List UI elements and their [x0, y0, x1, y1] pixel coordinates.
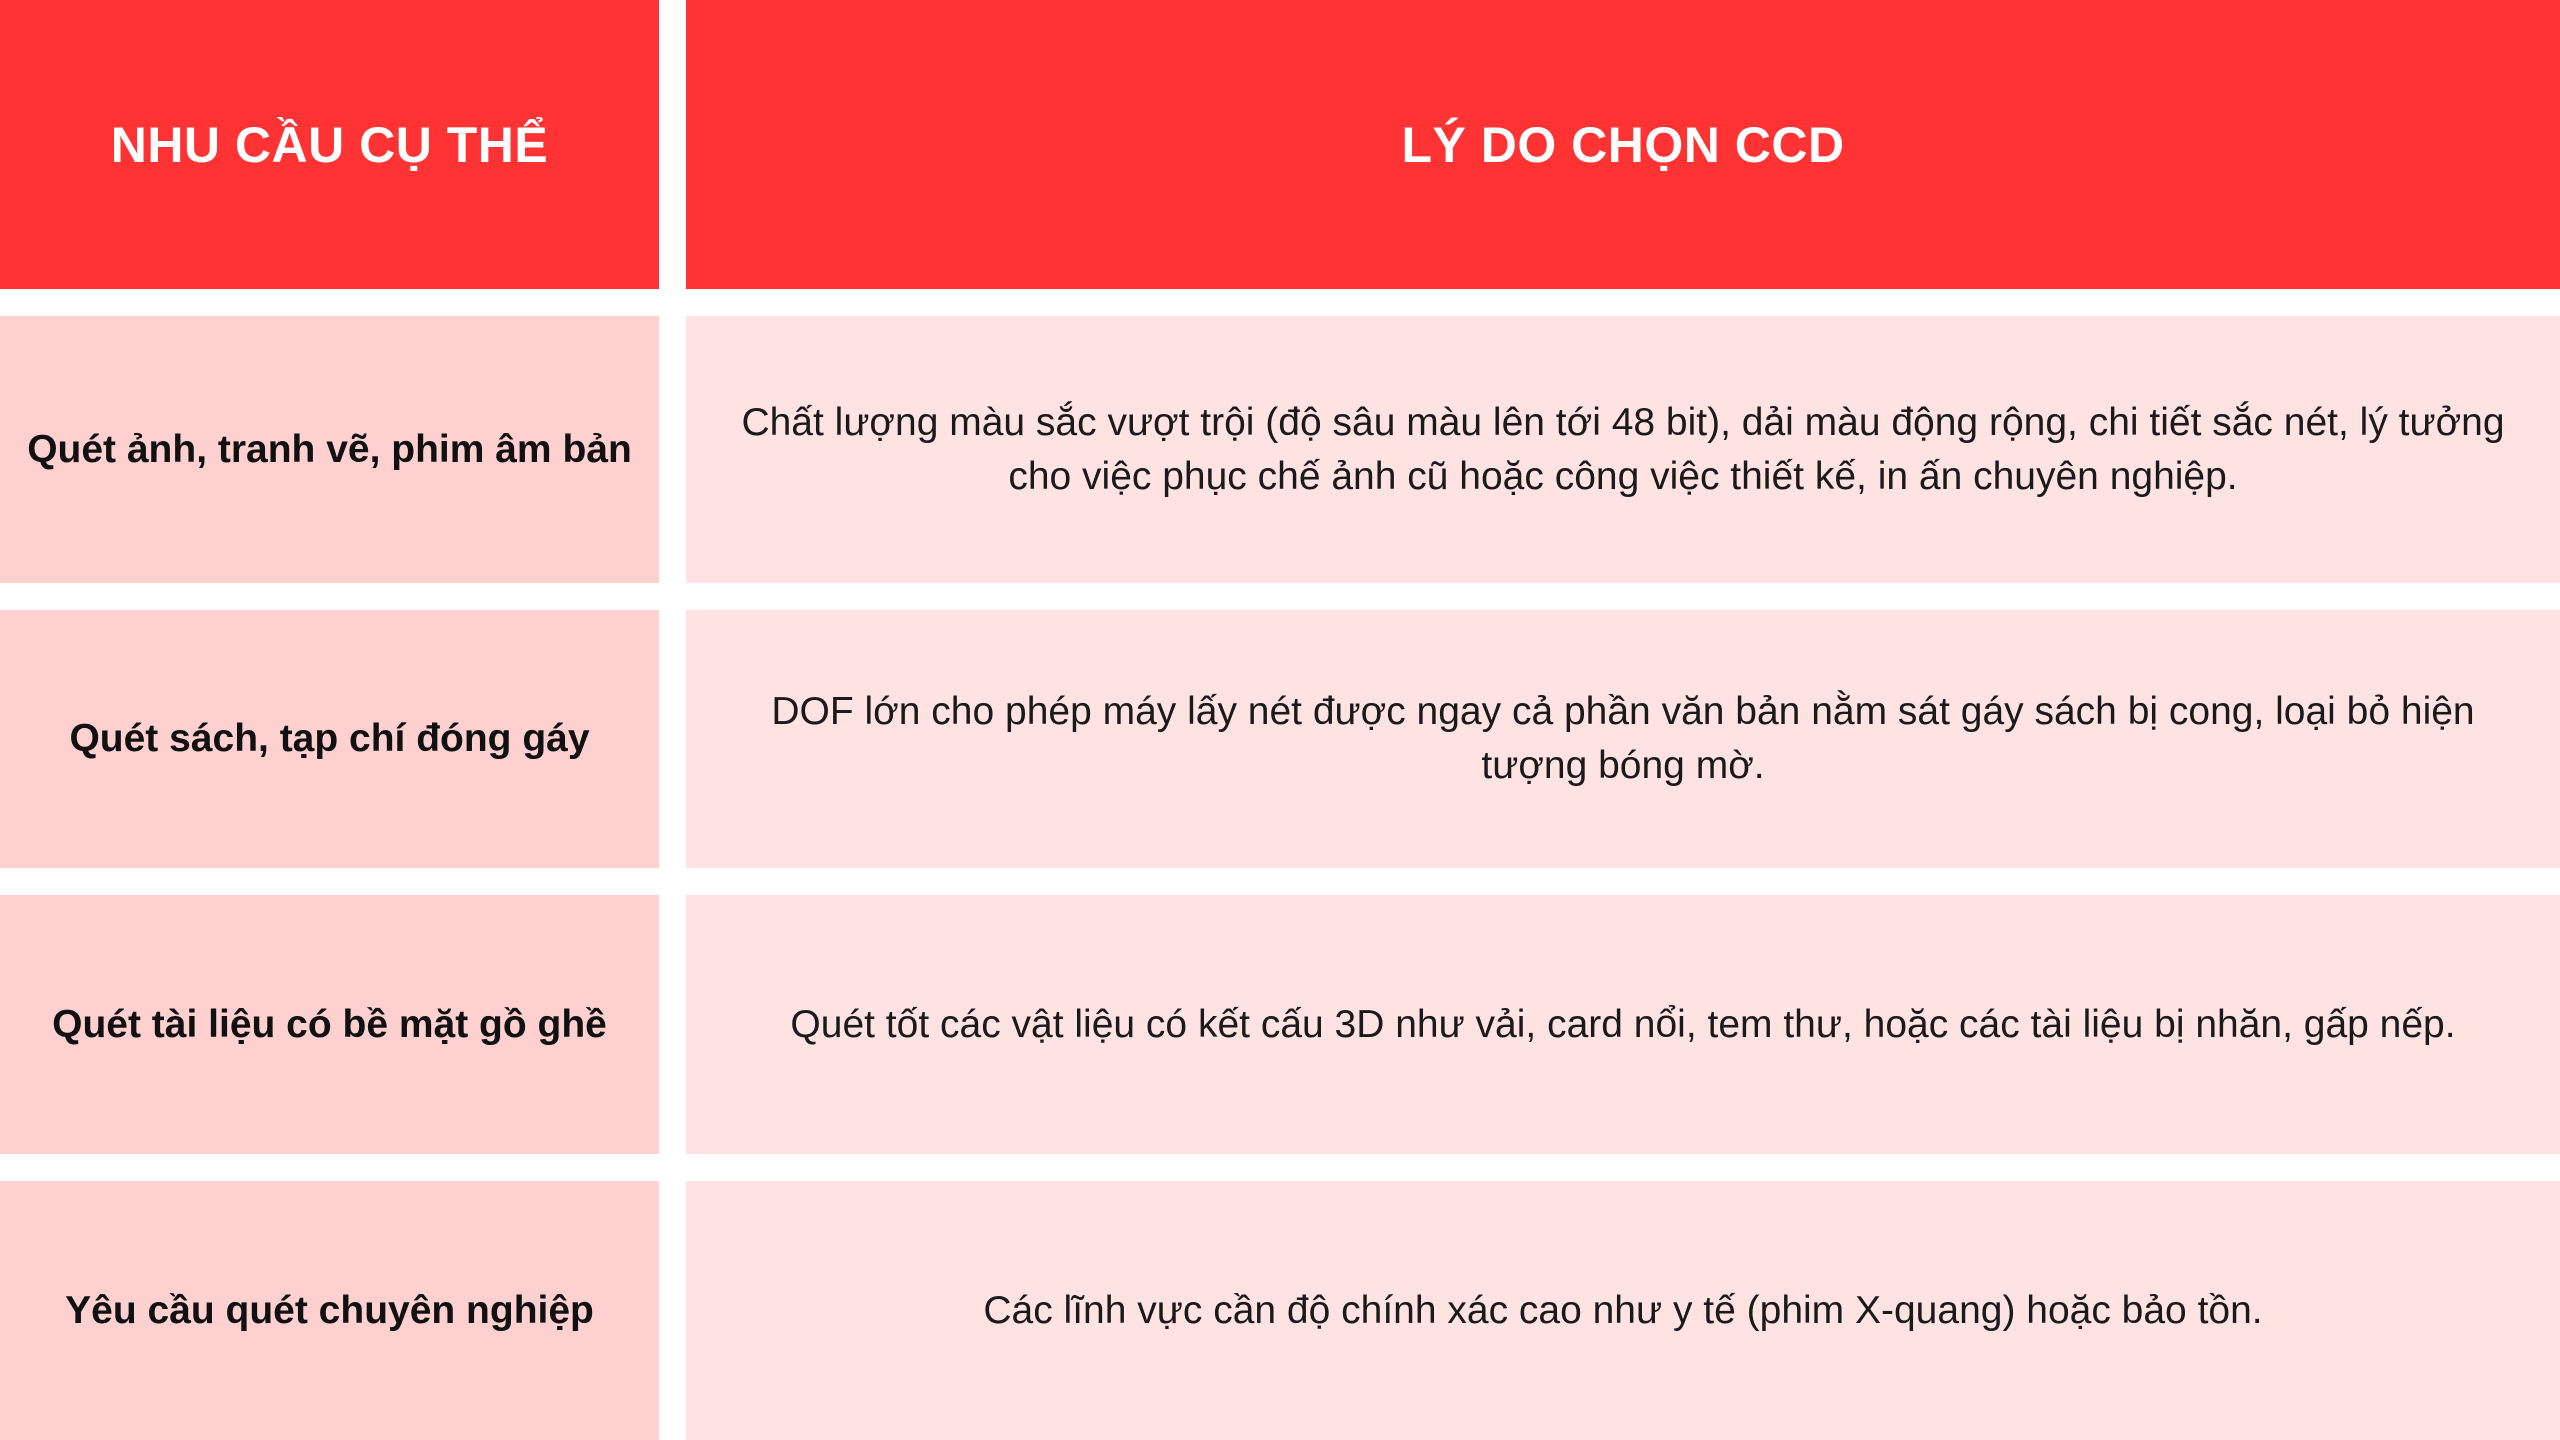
table-row-3-need	[0, 895, 659, 1154]
header-need-label: NHU CẦU CỤ THỂ	[110, 116, 549, 173]
header-need	[0, 0, 659, 289]
need-label: Quét sách, tạp chí đóng gáy	[69, 717, 590, 760]
table-row-1-need	[0, 316, 659, 583]
table-row-1-reason	[686, 316, 2560, 583]
reason-text: Các lĩnh vực cần độ chính xác cao như y tế (phim X-quang) hoặc bảo tồn.	[983, 1288, 2263, 1332]
table-row-4-need	[0, 1181, 659, 1440]
need-label: Quét tài liệu có bề mặt gồ ghề	[52, 1002, 607, 1046]
table-row-3-reason	[686, 895, 2560, 1154]
table-row-2-need	[0, 610, 659, 868]
need-label: Quét ảnh, tranh vẽ, phim âm bản	[27, 427, 632, 471]
table-row-4-reason	[686, 1181, 2560, 1440]
header-reason	[686, 0, 2560, 289]
reason-text: DOF lớn cho phép máy lấy nét được ngay cả phần văn bản nằm sát gáy sách bị cong, loại bỏ hiện tượng bóng mờ.	[771, 690, 2475, 787]
table-row-2-reason	[686, 610, 2560, 868]
header-reason-label: LÝ DO CHỌN CCD	[1401, 116, 1845, 173]
reason-text: Chất lượng màu sắc vượt trội (độ sâu màu lên tới 48 bit), dải màu động rộng, chi tiết sắc nét, lý tưởng cho việc phục chế ảnh cũ hoặc công việc thiết kế, in ấn chuyên nghiệp.	[741, 400, 2505, 498]
need-label: Yêu cầu quét chuyên nghiệp	[65, 1288, 594, 1332]
reason-text: Quét tốt các vật liệu có kết cấu 3D như vải, card nổi, tem thư, hoặc các tài liệu bị nhăn, gấp nếp.	[790, 1002, 2456, 1046]
